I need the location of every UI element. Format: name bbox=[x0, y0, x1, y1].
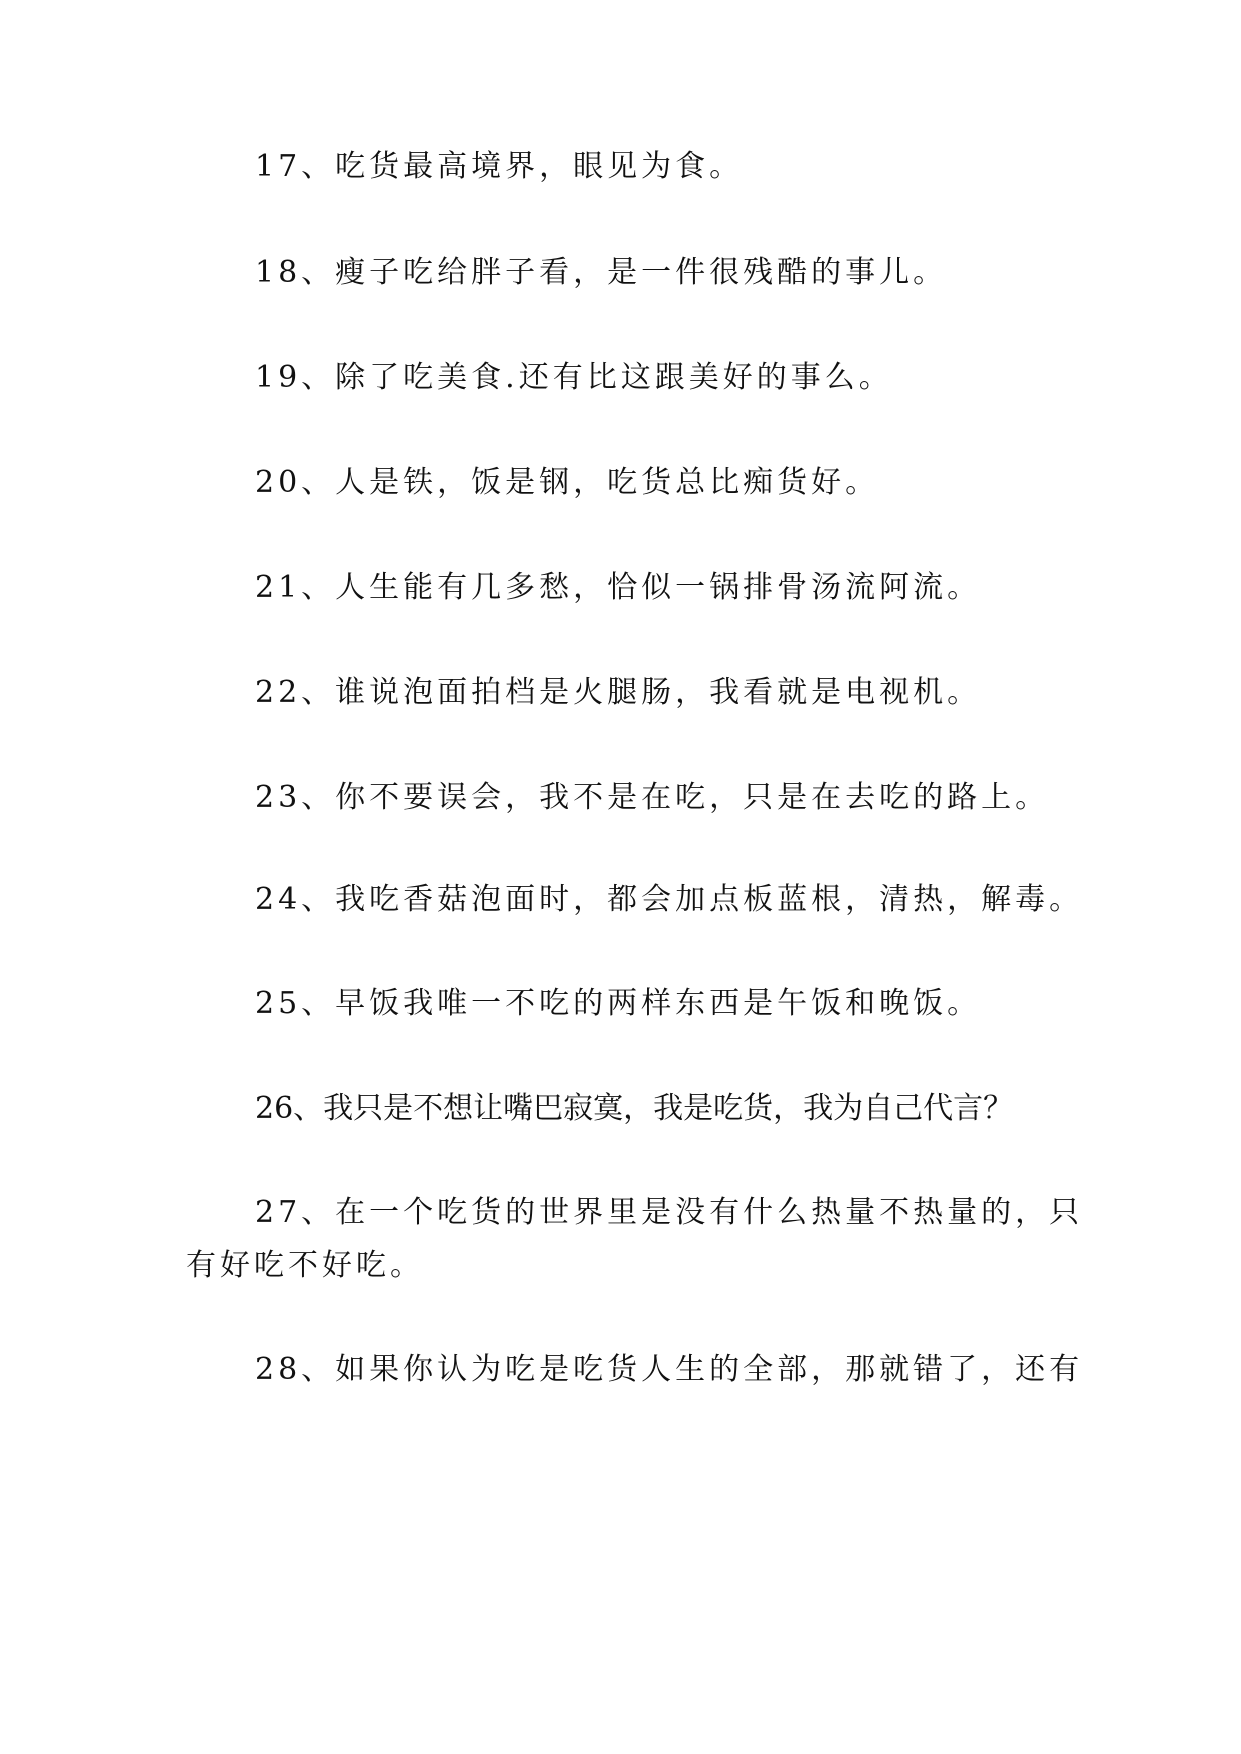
paragraph-20: 20、人是铁，饭是钢，吃货总比痴货好。 bbox=[255, 465, 880, 500]
paragraph-27-line-1: 27、在一个吃货的世界里是没有什么热量不热量的，只 bbox=[255, 1195, 1084, 1230]
paragraph-23: 23、你不要误会，我不是在吃，只是在去吃的路上。 bbox=[255, 780, 1050, 815]
paragraph-27-line-2: 有好吃不好吃。 bbox=[186, 1248, 424, 1283]
paragraph-22: 22、谁说泡面拍档是火腿肠，我看就是电视机。 bbox=[255, 675, 982, 710]
paragraph-21: 21、人生能有几多愁，恰似一锅排骨汤流阿流。 bbox=[255, 570, 982, 605]
paragraph-19: 19、除了吃美食.还有比这跟美好的事么。 bbox=[255, 360, 893, 395]
paragraph-24: 24、我吃香菇泡面时，都会加点板蓝根，清热，解毒。 bbox=[255, 882, 1084, 917]
paragraph-17: 17、吃货最高境界，眼见为食。 bbox=[255, 149, 744, 184]
paragraph-18: 18、瘦子吃给胖子看，是一件很残酷的事儿。 bbox=[255, 255, 948, 290]
paragraph-26: 26、我只是不想让嘴巴寂寞，我是吃货，我为自己代言？ bbox=[255, 1091, 1014, 1126]
paragraph-28: 28、如果你认为吃是吃货人生的全部，那就错了，还有 bbox=[255, 1352, 1084, 1387]
paragraph-25: 25、早饭我唯一不吃的两样东西是午饭和晚饭。 bbox=[255, 986, 982, 1021]
